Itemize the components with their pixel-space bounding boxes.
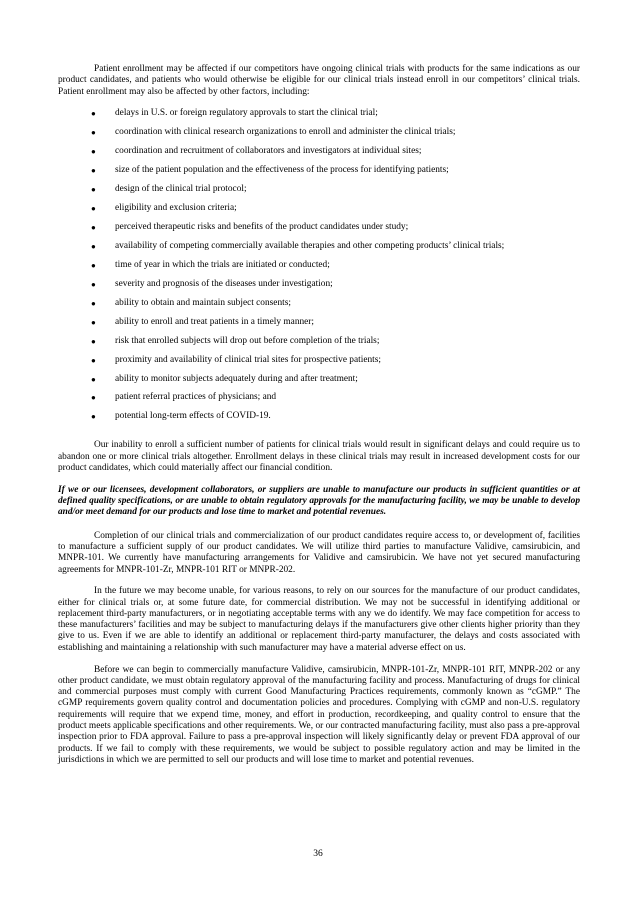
list-item-text: severity and prognosis of the diseases under investigation; [115, 278, 333, 289]
list-item [58, 184, 580, 203]
page-number: 36 [313, 849, 323, 859]
list-item [58, 317, 580, 336]
bullet-icon: ● [91, 223, 96, 233]
paragraph-manufacturing-sources: In the future we may become unable, for various reasons, to rely on our sources for the manufacture of our product candidates, either for clinical trials or, at some future date, for commercial distribution. We may not be successful in identifying additional or replacement third-party manufacturers, or in negotiating acceptable terms with any we do identify. We may face competition for access to these manufacturers’ facilities and may be subject to manufacturing delays if the manufacturers give other clients higher priority than they give to us. Even if we are able to identify an additional or replacement third-party manufacturer, the delays and costs associated with establishing and maintaining a relationship with such manufacturer may have a material adverse effect on us. [58, 586, 580, 653]
list-item [58, 355, 580, 374]
list-item-text: delays in U.S. or foreign regulatory approvals to start the clinical trial; [115, 108, 378, 119]
list-item [58, 411, 580, 430]
enrollment-factors-list [58, 108, 580, 430]
list-item-text: ability to monitor subjects adequately during and after treatment; [115, 373, 358, 384]
bullet-icon: ● [91, 185, 96, 195]
list-item [58, 127, 580, 146]
bullet-icon: ● [91, 260, 96, 270]
list-item [58, 222, 580, 241]
list-item [58, 165, 580, 184]
bullet-icon: ● [91, 166, 96, 176]
bullet-icon: ● [91, 412, 96, 422]
list-item [58, 108, 580, 127]
list-item-text: time of year in which the trials are initiated or conducted; [115, 259, 330, 270]
bullet-icon: ● [91, 204, 96, 214]
list-item [58, 279, 580, 298]
list-item-text: ability to obtain and maintain subject consents; [115, 297, 291, 308]
list-item-text: design of the clinical trial protocol; [115, 184, 247, 195]
risk-factor-heading: If we or our licensees, development collaborators, or suppliers are unable to manufacture our products in sufficient quantities or at defined quality specifications, or are unable to obtain regulatory approvals for the manufacturing facility, we may be unable to develop and/or meet demand for our products and lose time to market and potential revenues. [58, 484, 580, 518]
bullet-icon: ● [91, 128, 96, 138]
document-page [58, 64, 580, 777]
paragraph-enrollment-inability: Our inability to enroll a sufficient number of patients for clinical trials would result in significant delays and could require us to abandon one or more clinical trials altogether. Enrollment delays in these clinical trials may result in increased development costs for our product candidates, which could materially affect our financial condition. [58, 440, 580, 473]
list-item-text: coordination with clinical research organizations to enroll and administer the clinical trials; [115, 127, 456, 138]
list-item [58, 298, 580, 317]
list-item-text: patient referral practices of physicians; and [115, 392, 277, 403]
paragraph-manufacturing-access: Completion of our clinical trials and commercialization of our product candidates require access to, or development of, facilities to manufacture a sufficient supply of our product candidates. We will utilize third parties to manufacture Validive, camsirubicin, and MNPR-101. We currently have manufacturing arrangements for Validive and camsirubicin. We have not yet secured manufacturing agreements for MNPR-101-Zr, MNPR-101 RIT or MNPR-202. [58, 530, 580, 575]
bullet-icon: ● [91, 298, 96, 308]
list-item [58, 260, 580, 279]
paragraph-patient-enrollment: Patient enrollment may be affected if our competitors have ongoing clinical trials with products for the same indications as our product candidates, and patients who would otherwise be eligible for our clinical trials instead enroll in our competitors’ clinical trials. Patient enrollment may also be affected by other factors, including: [58, 64, 580, 97]
list-item [58, 146, 580, 165]
bullet-icon: ● [91, 241, 96, 251]
list-item-text: proximity and availability of clinical trial sites for prospective patients; [115, 354, 381, 365]
paragraph-regulatory-approval: Before we can begin to commercially manufacture Validive, camsirubicin, MNPR-101-Zr, MNPR-101 RIT, MNPR-202 or any other product candidate, we must obtain regulatory approval of the manufacturing facility and process. Manufacturing of drugs for clinical and commercial purposes must comply with current Good Manufacturing Practices requirements, commonly known as “cGMP.” The cGMP requirements govern quality control and documentation policies and procedures. Complying with cGMP and non-U.S. regulatory requirements will require that we expend time, money, and effort in production, recordkeeping, and quality control to ensure that the product meets applicable specifications and other requirements. We, or our contracted manufacturing facility, must also pass a pre-approval inspection prior to FDA approval. Failure to pass a pre-approval inspection will likely significantly delay or prevent FDA approval of our products. If we fail to comply with these requirements, we would be subject to possible regulatory action and may be limited in the jurisdictions in which we are permitted to sell our products and will lose time to market and potential revenues. [58, 664, 580, 765]
list-item-text: risk that enrolled subjects will drop out before completion of the trials; [115, 335, 380, 346]
bullet-icon: ● [91, 109, 96, 119]
list-item-text: ability to enroll and treat patients in a timely manner; [115, 316, 315, 327]
bullet-icon: ● [91, 279, 96, 289]
bullet-icon: ● [91, 317, 96, 327]
bullet-icon: ● [91, 393, 96, 403]
list-item-text: size of the patient population and the effectiveness of the process for identifying patients; [115, 165, 449, 176]
bullet-icon: ● [91, 355, 96, 365]
bullet-icon: ● [91, 374, 96, 384]
list-item-text: perceived therapeutic risks and benefits of the product candidates under study; [115, 222, 409, 233]
list-item-text: eligibility and exclusion criteria; [115, 203, 237, 214]
list-item-text: potential long-term effects of COVID-19. [115, 411, 271, 422]
bullet-icon: ● [91, 336, 96, 346]
list-item [58, 336, 580, 355]
list-item [58, 374, 580, 393]
list-item [58, 392, 580, 411]
list-item-text: availability of competing commercially available therapies and other competing products’ clinical trials; [115, 240, 505, 251]
list-item [58, 241, 580, 260]
list-item [58, 203, 580, 222]
list-item-text: coordination and recruitment of collaborators and investigators at individual sites; [115, 146, 422, 157]
bullet-icon: ● [91, 147, 96, 157]
